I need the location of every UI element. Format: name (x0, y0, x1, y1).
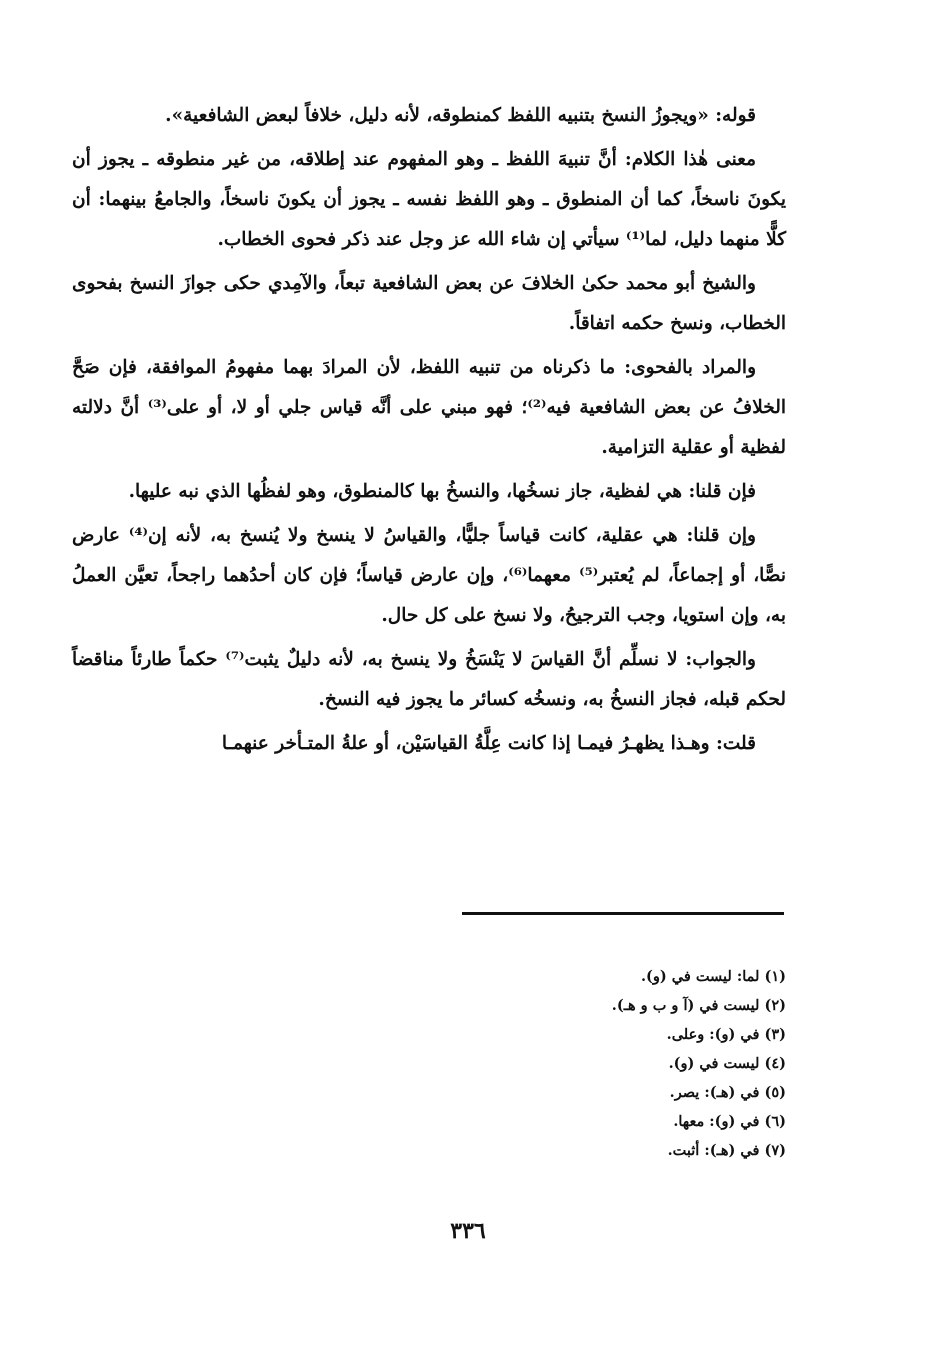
footnote-5: (٥) في (هـ): يصر. (669, 1084, 786, 1101)
paragraph-7: والجواب: لا نسلِّم أنَّ القياسَ لا يَنْسَخُ ولا ينسخ به، لأنه دليلٌ يثبت⁽⁷⁾ حكماً طارئاً مناقضاً لحكم قبله، فجاز النسخُ به، ونسخُه كسائر ما يجوز فيه النسخ. (72, 649, 786, 710)
footnote-6: (٦) في (و): معها. (673, 1113, 786, 1130)
footnote-divider (462, 912, 784, 915)
paragraph-1: قوله: «ويجوزُ النسخ بتنبيه اللفظ كمنطوقه، لأنه دليل، خلافاً لبعض الشافعية». (165, 105, 756, 126)
footnote-4: (٤) ليست في (و). (668, 1055, 786, 1072)
paragraph-2: معنى هٰذا الكلام: أنَّ تنبيهَ اللفظ ـ وهو المفهوم عند إطلاقه، من غير منطوقه ـ يجوز أن يكونَ ناسخاً، كما أن المنطوق ـ وهو اللفظ نفسه ـ يجوز أن يكونَ ناسخاً، والجامعُ بينهما: أن كلًّا منهما دليل، لما⁽¹⁾ سيأتي إن شاء الله عز وجل عند ذكر فحوى الخطاب. (72, 149, 786, 250)
footnote-7: (٧) في (هـ): أثبت. (667, 1142, 786, 1159)
footnote-3: (٣) في (و): وعلى. (666, 1026, 786, 1043)
footnote-2: (٢) ليست في (آ و ب و هـ). (611, 997, 786, 1014)
main-text (72, 96, 786, 768)
paragraph-3: والشيخ أبو محمد حكىٰ الخلافَ عن بعض الشافعية تبعاً، والآمِدي حكى جوازَ النسخ بفحوى الخطاب، ونسخ حكمه اتفاقاً. (72, 273, 786, 334)
paragraph-8: قلت: وهـذا يظهـرُ فيمـا إذا كانت عِلَّةُ القياسَيْن، أو علةُ المتـأخر عنهمـا (221, 733, 756, 754)
footnotes (366, 962, 786, 1165)
page-number: ٣٣٦ (450, 1218, 486, 1244)
paragraph-4: والمراد بالفحوى: ما ذكرناه من تنبيه اللفظ، لأن المرادَ بهما مفهومُ الموافقة، فإن صَحَّ الخلافُ عن بعض الشافعية فيه⁽²⁾؛ فهو مبني على أنَّه قياس جلي أو لا، أو على⁽³⁾ أنَّ دلالته لفظية أو عقلية التزامية. (72, 357, 786, 458)
footnote-1: (١) لما: ليست في (و). (640, 968, 786, 985)
paragraph-5: فإن قلنا: هي لفظية، جاز نسخُها، والنسخُ بها كالمنطوق، وهو لفظُها الذي نبه عليها. (128, 481, 756, 502)
paragraph-6: وإن قلنا: هي عقلية، كانت قياساً جليًّا، والقياسُ لا ينسخ ولا يُنسخ به، لأنه إن⁽⁴⁾ عارض نصًّا، أو إجماعاً، لم يُعتبر⁽⁵⁾ معهما⁽⁶⁾، وإن عارض قياساً؛ فإن كان أحدُهما راجحاً، تعيَّن العملُ به، وإن استويا، وجب الترجيحُ، ولا نسخ على كل حال. (72, 525, 786, 626)
